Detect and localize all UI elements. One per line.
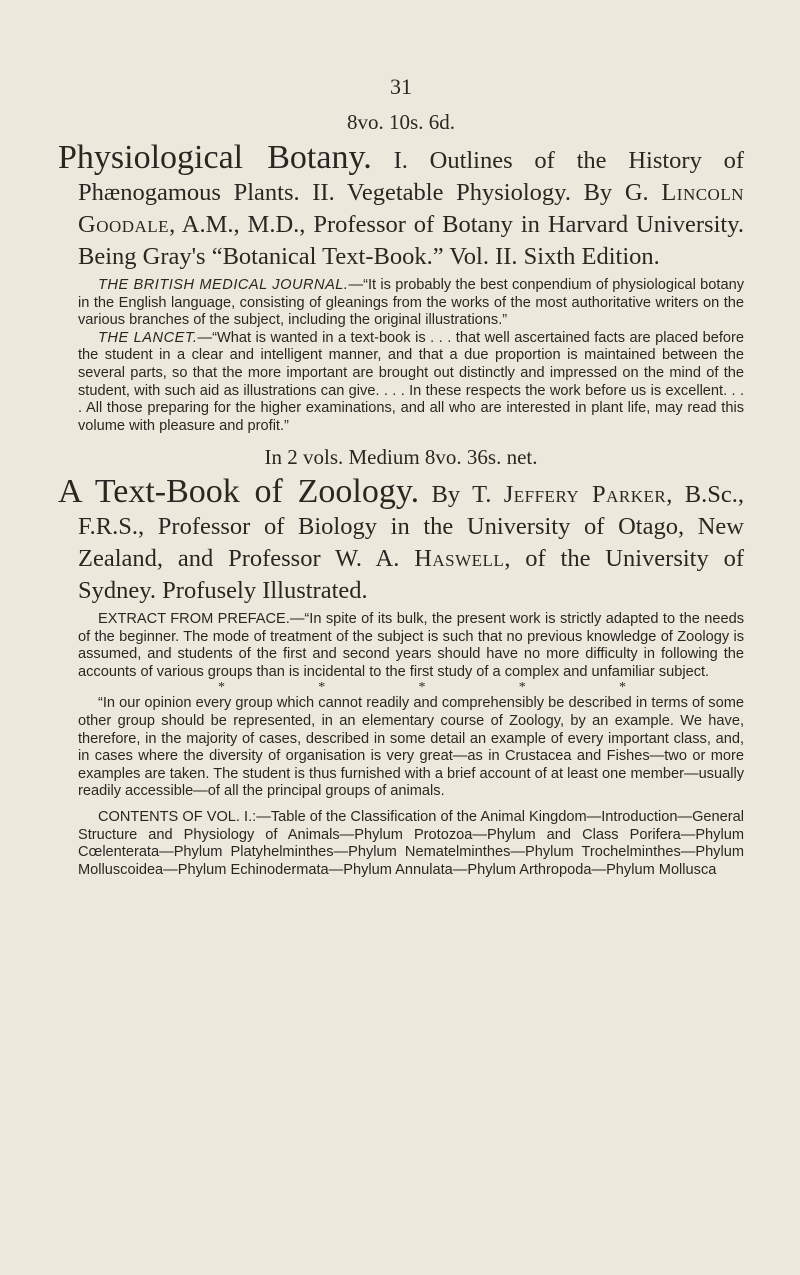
book2-title-article: A	[58, 473, 95, 510]
book2-author2: Haswell	[414, 545, 505, 572]
review2-text: —“What is wanted in a text-book is . . . that well ascertained facts are placed before the student in a clear and intelligent manner, and that a due proportion is maintained between the several parts, so that the more important are brought out distinctly and impressed on the mind of the student, with such aid as illustrations can give. . . . In these respects the work before us is excellent. . . . All those preparing for the higher examinations, and all who are interested in plant life, may read this volume with pleasure and profit.”	[78, 329, 744, 434]
book2-entry	[58, 445, 744, 879]
book2-heading	[58, 473, 744, 607]
book1-description: I. Outlines of the History of Phænogamous Plants. II. Vegetable Physiology. By	[78, 147, 745, 206]
star-separator: *	[518, 680, 526, 696]
book1-author-rest: , A.M., M.D., Professor of Botany in Harvard University. Being Gray's “Botanical Text-Book.” Vol. II. Sixth Edition.	[78, 211, 744, 270]
book2-title: Text-Book of Zoology.	[94, 473, 420, 510]
section-break-stars	[58, 681, 744, 695]
book1-author-name: Lincoln Goodale	[78, 179, 744, 238]
review2-source: THE LANCET.	[98, 329, 198, 346]
star-separator: *	[218, 680, 225, 696]
star-separator: *	[619, 680, 626, 696]
book2-author2-rest: , of the University of Sydney. Profusely Illustrated.	[78, 545, 744, 604]
star-separator: *	[418, 680, 426, 696]
book2-author1-rest: , B.Sc., F.R.S., Professor of Biology in the University of Otago, New Zealand, and Professor W. A.	[78, 481, 744, 572]
review1-text: —“It is probably the best conpendium of physiological botany in the English language, consisting of gleanings from the works of the most authoritative writers on the various branches of the subject, including the original illustrations.”	[78, 277, 744, 329]
book2-author1: Jeffery Parker	[503, 481, 667, 508]
book2-opinion: “In our opinion every group which cannot readily and comprehensibly be described in terms of some other group should be represented, in an elementary course of Zoology, by an example. We have, therefore, in the majority of cases, described in some detail an example of every important class, and, in cases where the diversity of organisation is very great—as in Crustacea and Fishes—two or more examples are taken. The student is thus furnished with a brief account of at least one member—usually readily accessible—of all the principal groups of animals.	[78, 695, 744, 800]
book2-format-price: In 2 vols. Medium 8vo. 36s. net.	[264, 445, 538, 469]
review1-source: THE BRITISH MEDICAL JOURNAL.	[98, 277, 349, 293]
book2-by: By T.	[419, 481, 504, 508]
star-separator: *	[318, 680, 326, 696]
book1-format-price: 8vo. 10s. 6d.	[347, 110, 455, 134]
book1-review-2	[58, 330, 744, 436]
book1-title: Physiological Botany.	[58, 139, 372, 176]
book1-author-prefix: G.	[624, 179, 662, 206]
page-number: 31	[390, 74, 412, 99]
book2-extract: EXTRACT FROM PREFACE.—“In spite of its bulk, the present work is strictly adapted to the needs of the beginner. The mode of treatment of the subject is such that no previous knowledge of Zoology is assumed, and students of the first and second years should have no more difficulty in following the accounts of various groups than is incidental to the first study of a complex and unfamiliar subject.	[78, 611, 744, 680]
book1-entry	[58, 139, 745, 435]
book1-review-1	[58, 277, 744, 330]
book1-heading	[58, 139, 745, 273]
book2-contents: CONTENTS OF VOL. I.:—Table of the Classification of the Animal Kingdom—Introduction—General Structure and Physiology of Animals—Phylum Protozoa—Phylum and Class Porifera—Phylum Cœlenterata—Phylum Platyhelminthes—Phylum Nematelminthes—Phylum Trochelminthes—Phylum Molluscoidea—Phylum Echinodermata—Phylum Annulata—Phylum Arthropoda—Phylum Mollusca	[78, 808, 744, 878]
